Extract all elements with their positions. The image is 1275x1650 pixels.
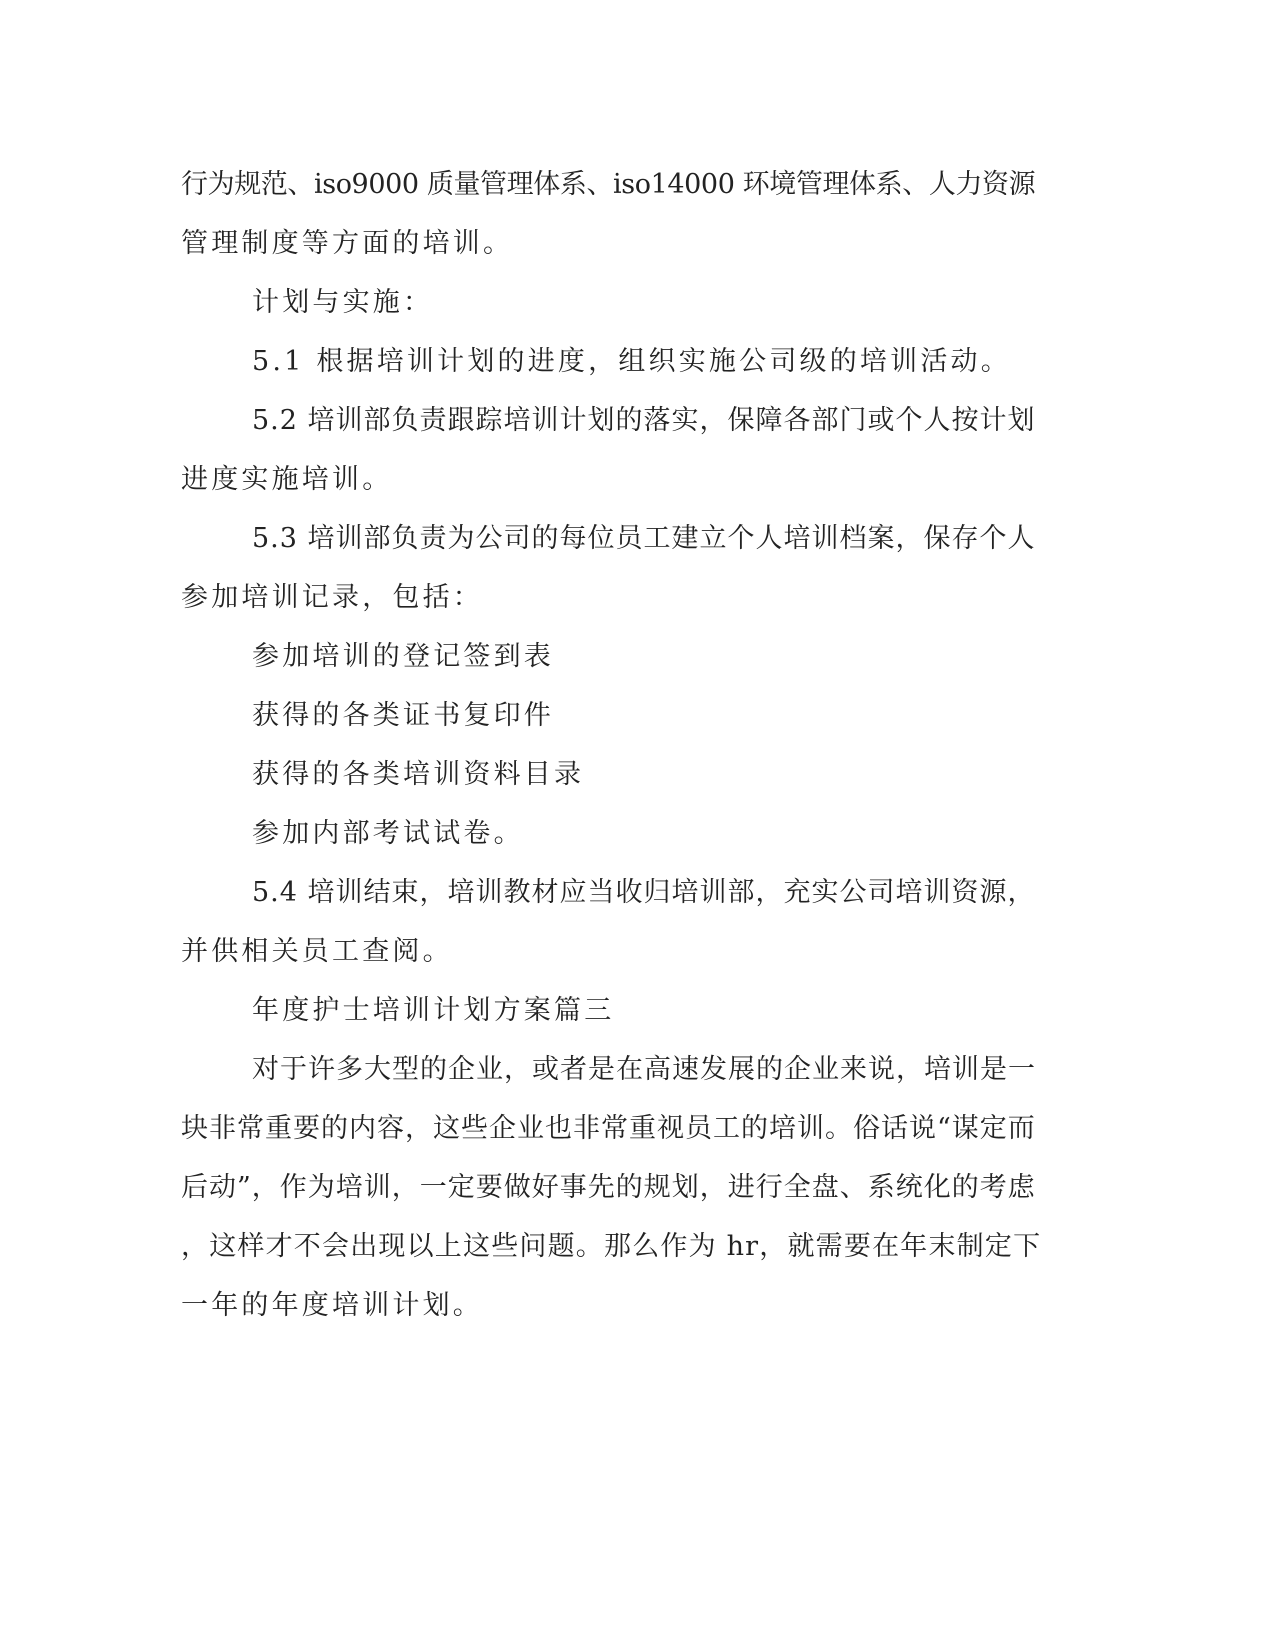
- list-item: 参加内部考试试卷。: [252, 818, 524, 849]
- text-line: 并供相关员工查阅。: [181, 936, 453, 967]
- text-line: 进度实施培训。: [181, 464, 393, 495]
- text-line: 一年的年度培训计划。: [181, 1290, 483, 1321]
- section-heading: 年度护士培训计划方案篇三: [252, 995, 615, 1026]
- list-item: 获得的各类证书复印件: [252, 700, 554, 731]
- text-line: 5.2 培训部负责跟踪培训计划的落实，保障各部门或个人按计划: [252, 405, 1036, 436]
- text-line: 对于许多大型的企业，或者是在高速发展的企业来说，培训是一: [252, 1054, 1036, 1085]
- text-line: 行为规范、iso9000 质量管理体系、iso14000 环境管理体系、人力资源: [181, 169, 1036, 200]
- text-line: 5.1 根据培训计划的进度，组织实施公司级的培训活动。: [252, 346, 1011, 377]
- list-item: 获得的各类培训资料目录: [252, 759, 585, 790]
- text-line: 5.3 培训部负责为公司的每位员工建立个人培训档案，保存个人: [252, 523, 1036, 554]
- section-heading: 计划与实施：: [252, 287, 434, 318]
- text-line: 管理制度等方面的培训。: [181, 228, 514, 259]
- list-item: 参加培训的登记签到表: [252, 641, 554, 672]
- text-line: 块非常重要的内容，这些企业也非常重视员工的培训。俗话说“谋定而: [181, 1113, 1036, 1144]
- body-text: [181, 155, 1041, 1335]
- text-line: 后动”，作为培训，一定要做好事先的规划，进行全盘、系统化的考虑: [181, 1172, 1036, 1203]
- text-line: ，这样才不会出现以上这些问题。那么作为 hr，就需要在年末制定下: [181, 1231, 1042, 1262]
- text-line: 5.4 培训结束，培训教材应当收归培训部，充实公司培训资源，: [252, 877, 1036, 908]
- text-line: 参加培训记录，包括：: [181, 582, 483, 613]
